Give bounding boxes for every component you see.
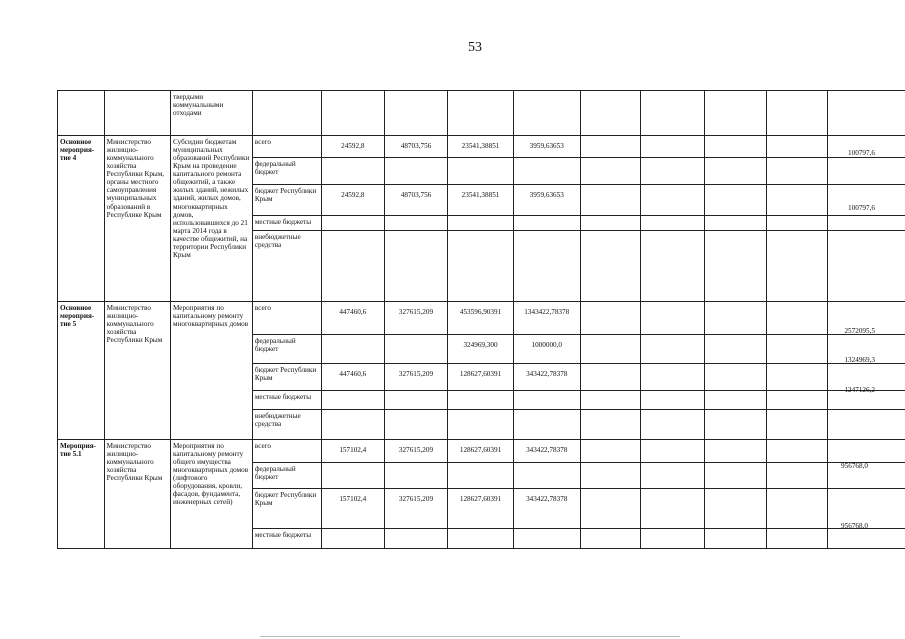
source-cell: всего xyxy=(252,440,321,463)
value-cell: 327615,209 xyxy=(384,489,447,529)
value-cell: 1343422,78378 xyxy=(513,302,580,335)
scan-artifact-line xyxy=(260,636,680,637)
source-cell: федеральный бюджет xyxy=(252,335,321,364)
source-cell: местные бюджеты xyxy=(252,216,321,231)
source-cell: бюджет Республики Крым xyxy=(252,489,321,529)
value-cell: 128627,60391 xyxy=(448,440,514,463)
measure-cell: Мероприя-тие 5.1 xyxy=(58,440,105,549)
source-cell: всего xyxy=(252,302,321,335)
executor-cell: Министерство жилищно-коммунального хозяйства Республики Крым xyxy=(104,440,170,549)
budget-table xyxy=(57,90,905,549)
total-value: 1247126,2 xyxy=(844,386,875,394)
page-number: 53 xyxy=(468,40,482,55)
total-value: 1324969,3 xyxy=(844,356,875,364)
executor-cell: Министерство жилищно-коммунального хозяйства Республики Крым, органы местного самоуправления муниципальных образований в Республике Крым xyxy=(104,136,170,302)
source-cell: местные бюджеты xyxy=(252,529,321,549)
value-cell: 24592,8 xyxy=(321,136,384,158)
table-row xyxy=(58,136,905,158)
value-cell: 327615,209 xyxy=(384,364,447,391)
value-cell: 447460,6 xyxy=(321,364,384,391)
value-cell: 1000000,0 xyxy=(513,335,580,364)
source-cell: федеральный бюджет xyxy=(252,463,321,489)
value-cell: 324969,300 xyxy=(448,335,514,364)
description-cell: Субсидии бюджетам муниципальных образований Республики Крым на проведение капитального ремонта общежитий, а также жилых зданий, нежилых зданий, жилых домов, многоквартирных домов, использовавшихся до 21 марта 2014 года в качестве общежитий, на территории Республики Крым xyxy=(171,136,253,302)
total-value: 956768,0 xyxy=(841,522,868,530)
description-cell: твердыми коммунальными отходами xyxy=(171,91,253,136)
value-cell: 343422,78378 xyxy=(513,440,580,463)
value-cell: 23541,38851 xyxy=(448,185,514,216)
source-cell: местные бюджеты xyxy=(252,391,321,410)
source-cell: всего xyxy=(252,136,321,158)
value-cell: 343422,78378 xyxy=(513,489,580,529)
value-cell: 128627,60391 xyxy=(448,364,514,391)
measure-cell: Основное мероприя-тие 4 xyxy=(58,136,105,302)
value-cell: 327615,209 xyxy=(384,302,447,335)
value-cell: 23541,38851 xyxy=(448,136,514,158)
source-cell: бюджет Республики Крым xyxy=(252,185,321,216)
executor-cell: Министерство жилищно-коммунального хозяйства Республики Крым xyxy=(104,302,170,440)
value-cell: 48703,756 xyxy=(384,185,447,216)
total-value: 100797,6 xyxy=(848,204,875,212)
table-row xyxy=(58,302,905,335)
value-cell: 3959,63653 xyxy=(513,136,580,158)
source-cell: бюджет Республики Крым xyxy=(252,364,321,391)
description-cell: Мероприятия по капитальному ремонту общего имущества многоквартирных домов (лифтового оборудования, кровли, фасадов, фундамента, инженерных сетей) xyxy=(171,440,253,549)
total-value: 100797,6 xyxy=(848,149,875,157)
measure-cell: Основное мероприя-тие 5 xyxy=(58,302,105,440)
value-cell: 453596,90391 xyxy=(448,302,514,335)
table-row xyxy=(58,440,905,463)
value-cell: 157102,4 xyxy=(321,489,384,529)
total-value: 956768,0 xyxy=(841,462,868,470)
value-cell: 343422,78378 xyxy=(513,364,580,391)
value-cell: 48703,756 xyxy=(384,136,447,158)
value-cell: 327615,209 xyxy=(384,440,447,463)
value-cell: 3959,63653 xyxy=(513,185,580,216)
total-value: 2572095,5 xyxy=(844,327,875,335)
source-cell: внебюджетные средства xyxy=(252,231,321,302)
value-cell: 24592,8 xyxy=(321,185,384,216)
value-cell: 128627,60391 xyxy=(448,489,514,529)
value-cell: 447460,6 xyxy=(321,302,384,335)
table-row xyxy=(58,91,905,136)
description-cell: Мероприятия по капитальному ремонту многоквартирных домов xyxy=(171,302,253,440)
source-cell: внебюджетные средства xyxy=(252,410,321,440)
source-cell: федеральный бюджет xyxy=(252,158,321,185)
value-cell: 157102,4 xyxy=(321,440,384,463)
